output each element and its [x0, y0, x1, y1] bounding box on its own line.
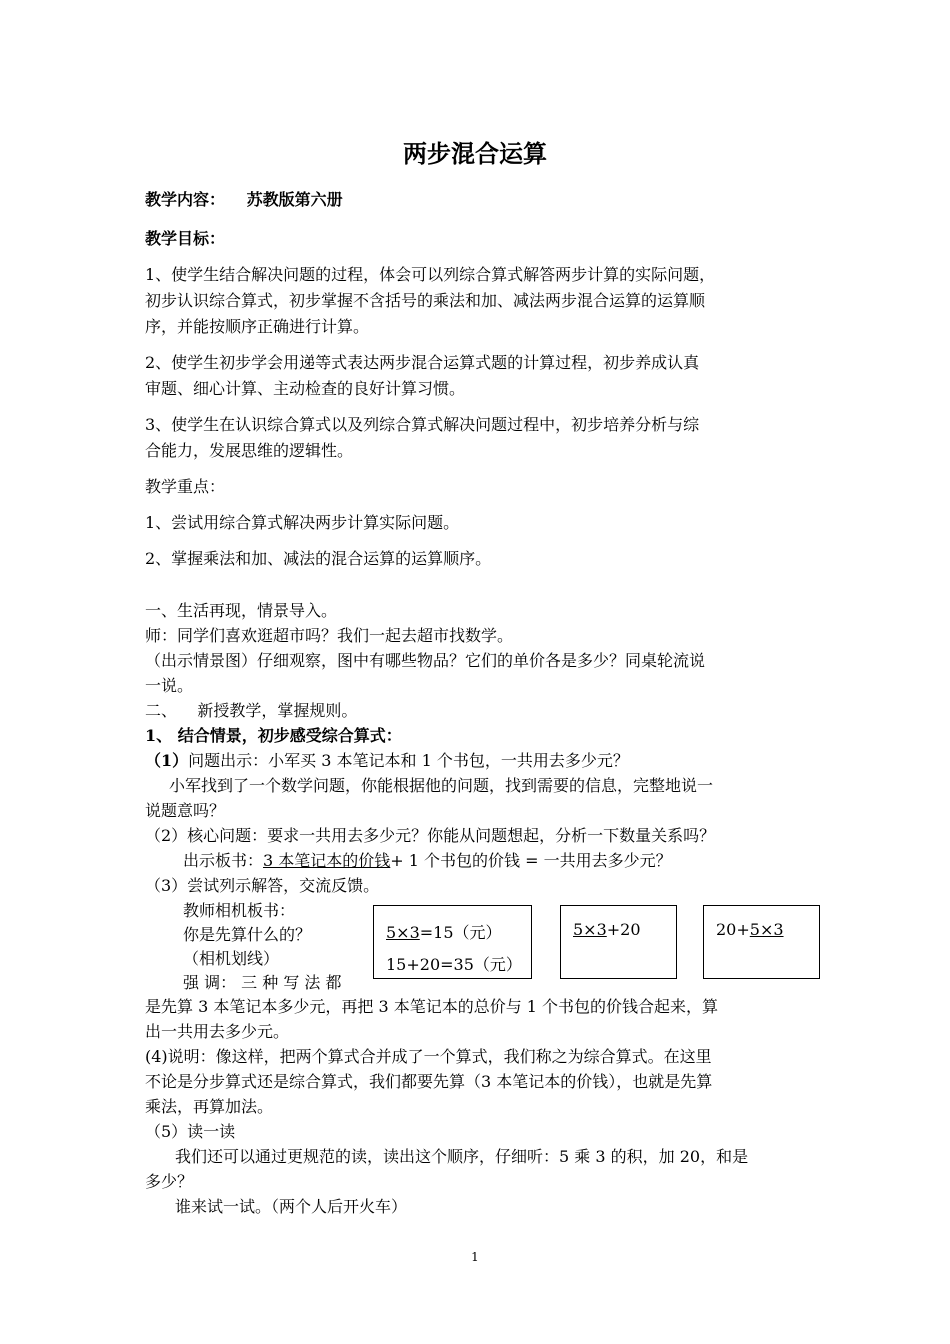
question-1-follow-line-1: 小军找到了一个数学问题，你能根据他的问题，找到需要的信息，完整地说一: [169, 776, 714, 795]
focus-item-2: 2、掌握乘法和加、减法的混合运算的运算顺序。: [145, 549, 492, 568]
combined-formula-box-1: [560, 905, 677, 979]
ask-first-line: 你是先算什么的？: [183, 925, 312, 944]
content-label: 教学内容：: [145, 190, 226, 209]
scene-line-2: 一说。: [145, 676, 194, 695]
goal-3-line-2: 合能力，发展思维的逻辑性。: [145, 441, 354, 460]
question-1-label: （1）: [145, 751, 189, 770]
step-line-1-underlined: 5×3: [386, 923, 420, 942]
question-4-line-3: 乘法，再算加法。: [145, 1097, 274, 1116]
emphasis-cont-line-2: 出一共用去多少元。: [145, 1022, 290, 1041]
goal-1-line-1: 1、使学生结合解决问题的过程，体会可以列综合算式解答两步计算的实际问题，: [145, 265, 716, 284]
combined-formula-box-2: [703, 905, 820, 979]
goal-2-line-1: 2、使学生初步学会用递等式表达两步混合运算式题的计算过程，初步养成认真: [145, 353, 700, 372]
question-1: [145, 751, 629, 771]
question-5-line-1: 我们还可以通过更规范的读，读出这个顺序，仔细听：5 乘 3 的积，加 20，和是: [175, 1147, 749, 1166]
combined-formula-1: [573, 920, 641, 939]
emphasis-line: 强 调： 三 种 写 法 都: [183, 973, 342, 992]
question-4-line-2: 不论是分步算式还是综合算式，我们都要先算（3 本笔记本的价钱），也就是先算: [145, 1072, 713, 1091]
question-5: （5）读一读: [145, 1122, 236, 1141]
combined-formula-1-underlined: 5×3: [573, 920, 607, 939]
emphasis-cont-line-1: 是先算 3 本笔记本多少元，再把 3 本笔记本的总价与 1 个书包的价钱合起来，算: [145, 997, 719, 1016]
combined-formula-2-pre: 20+: [716, 920, 750, 939]
combined-formula-1-rest: +20: [606, 920, 641, 939]
focus-label: 教学重点：: [145, 477, 226, 496]
goal-1-line-2: 初步认识综合算式，初步掌握不含括号的乘法和加、减法两步混合运算的运算顺: [145, 291, 706, 310]
content-value: 苏教版第六册: [246, 190, 343, 209]
question-2: （2）核心问题：要求一共用去多少元？你能从问题想起，分析一下数量关系吗？: [145, 826, 716, 845]
teacher-board-label: 教师相机板书：: [183, 901, 296, 920]
content-row: [145, 190, 343, 210]
goal-3-line-1: 3、使学生在认识综合算式以及列综合算式解决问题过程中，初步培养分析与综: [145, 415, 700, 434]
question-5-try: 谁来试一试。（两个人后开火车）: [175, 1197, 408, 1216]
question-1-text: 问题出示：小军买 3 本笔记本和 1 个书包，一共用去多少元？: [188, 751, 629, 770]
question-3: （3）尝试列示解答，交流反馈。: [145, 876, 380, 895]
scene-line-1: （出示情景图）仔细观察，图中有哪些物品？它们的单价各是多少？同桌轮流说: [145, 651, 706, 670]
document-title: 两步混合运算: [403, 140, 547, 168]
step-line-2: 15+20=35（元）: [386, 955, 522, 974]
step-line-1: [386, 920, 502, 943]
teacher-line: 师：同学们喜欢逛超市吗？我们一起去超市找数学。: [145, 626, 514, 645]
focus-item-1: 1、尝试用综合算式解决两步计算实际问题。: [145, 513, 460, 532]
goals-label: 教学目标：: [145, 229, 226, 248]
board-underlined: 3 本笔记本的价钱: [263, 851, 391, 870]
page-number: 1: [471, 1250, 479, 1264]
question-4-line-1: (4)说明：像这样，把两个算式合并成了一个算式，我们称之为综合算式。在这里: [145, 1047, 712, 1066]
section-2-heading: 二、 新授教学，掌握规则。: [145, 701, 358, 720]
step-line-1-rest: =15（元）: [419, 923, 502, 942]
question-5-line-2: 多少？: [145, 1172, 194, 1191]
combined-formula-2: [716, 920, 784, 939]
mark-line: （相机划线）: [183, 949, 280, 968]
goal-1-line-3: 序，并能按顺序正确进行计算。: [145, 317, 370, 336]
subsection-1-heading: 1、 结合情景，初步感受综合算式：: [145, 726, 402, 745]
step-method-box: [373, 905, 532, 979]
goal-2-line-2: 审题、细心计算、主动检查的良好计算习惯。: [145, 379, 466, 398]
combined-formula-2-underlined: 5×3: [749, 920, 784, 939]
section-1-heading: 一、生活再现，情景导入。: [145, 601, 338, 620]
question-1-follow-line-2: 说题意吗？: [145, 801, 226, 820]
board-prefix: 出示板书：: [183, 851, 264, 870]
board-rest: + 1 个书包的价钱 = 一共用去多少元？: [390, 851, 672, 870]
board-line: [183, 851, 672, 871]
